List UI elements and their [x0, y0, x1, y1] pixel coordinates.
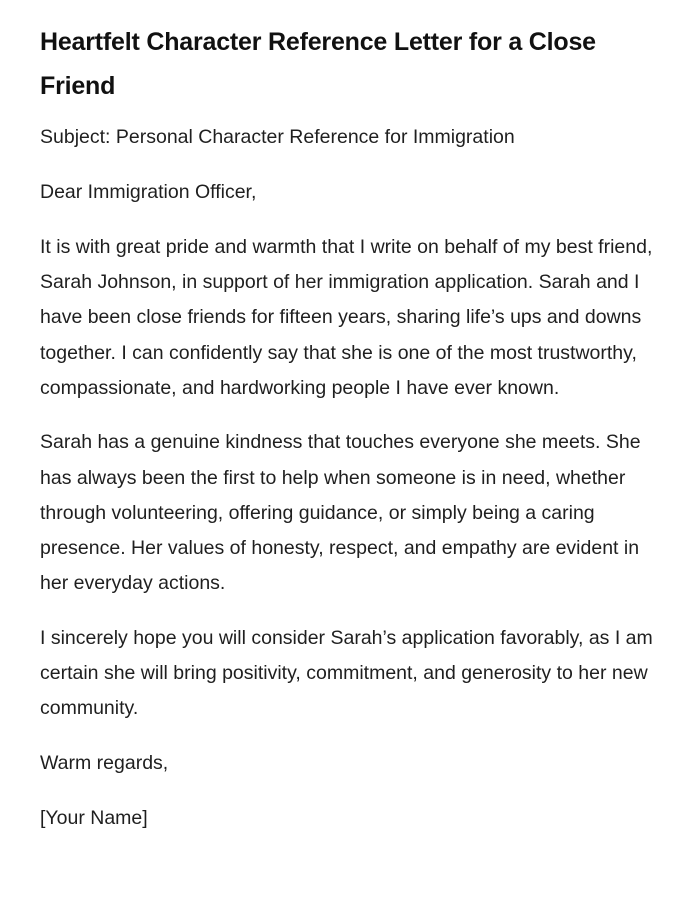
letter-salutation: Dear Immigration Officer,	[40, 181, 257, 204]
body-paragraph-1: It is with great pride and warmth that I write on behalf of my best friend, Sarah Johnson, in support of her immigration application. Sarah and I have been close friends for fifteen years, sharing life’s ups and downs together. I can confidently say that she is one of the most trustworthy, compassionate, and hardworking people I have ever known.	[40, 235, 653, 399]
letter-closing: Warm regards,	[40, 752, 169, 775]
letter-subject: Subject: Personal Character Reference for Immigration	[40, 126, 515, 148]
body-paragraph-3: I sincerely hope you will consider Sarah’s application favorably, as I am certain she will bring positivity, commitment, and generosity to her new community.	[40, 626, 653, 720]
letter-title: Heartfelt Character Reference Letter for a Close Friend	[40, 28, 596, 100]
letter-signature: [Your Name]	[40, 806, 148, 829]
letter-document	[40, 20, 655, 855]
body-paragraph-2: Sarah has a genuine kindness that touches everyone she meets. She has always been the first to help when someone is in need, whether through volunteering, offering guidance, or simply being a caring presence. Her values of honesty, respect, and empathy are evident in her everyday actions.	[40, 431, 641, 595]
